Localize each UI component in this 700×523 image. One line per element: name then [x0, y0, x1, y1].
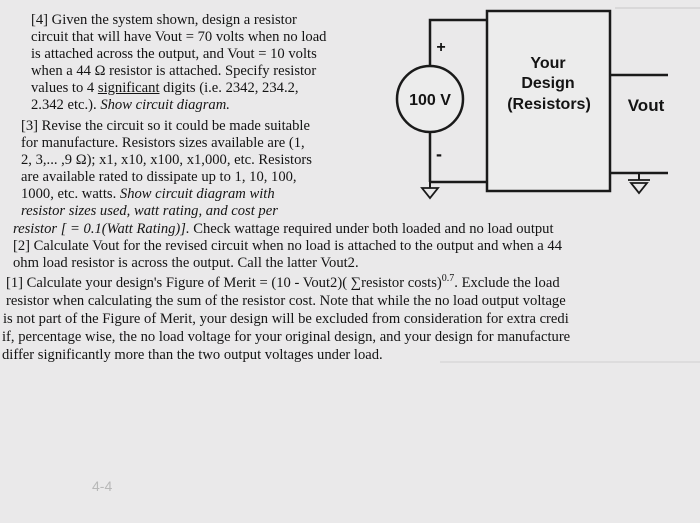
problem3-line5-a: 1000, etc. watts.: [21, 186, 120, 202]
design-label-line2: Design: [521, 75, 575, 92]
problem3-line5-b: Show circuit diagram with: [119, 186, 275, 202]
design-label-line3: (Resistors): [507, 96, 591, 113]
exponent: 0.7: [441, 273, 455, 284]
problem3-line6: resistor sizes used, watt rating, and cost per: [21, 203, 278, 219]
problem4-line6-b: Show circuit diagram.: [100, 97, 230, 113]
problem4-line6-a: 2.342 etc.).: [31, 97, 101, 113]
plus-sign: +: [436, 39, 446, 56]
problem4-line2: circuit that will have Vout = 70 volts when no load: [31, 29, 327, 45]
problem3-line7-a: resistor [ = 0.1(Watt Rating)].: [13, 221, 190, 237]
problem4-line1: [4] Given the system shown, design a resistor: [31, 12, 297, 28]
handwritten-note: 4-4: [92, 478, 113, 494]
significant-underlined: significant: [97, 80, 160, 96]
minus-sign: -: [436, 144, 442, 164]
problem1-line5: differ significantly more than the two output voltages under load.: [2, 347, 383, 363]
problem1-line1-a: [1] Calculate your design's Figure of Merit = (10 - Vout2)( ∑resistor costs): [6, 275, 442, 291]
problem1-line3: is not part of the Figure of Merit, your design will be excluded from consideration for extra credi: [3, 311, 569, 327]
problem3-line7-b: Check wattage required under both loaded and no load output: [189, 221, 554, 237]
problem4-line5-a: values to 4: [31, 80, 98, 96]
problem4-line5-c: digits (i.e. 2342, 234.2,: [159, 80, 299, 96]
problem3-line1: [3] Revise the circuit so it could be made suitable: [21, 118, 310, 134]
problem3-line3: 2, 3,... ,9 Ω); x1, x10, x100, x1,000, etc. Resistors: [21, 152, 312, 168]
ground-right-icon: [631, 183, 647, 193]
problem3-line2: for manufacture. Resistors sizes available are (1,: [21, 135, 305, 151]
problem4-line3: is attached across the output, and Vout = 10 volts: [31, 46, 317, 62]
problem2-line1: [2] Calculate Vout for the revised circuit when no load is attached to the output and when a 44: [13, 238, 563, 254]
problem1-line2: resistor when calculating the sum of the resistor cost. Note that while the no load output voltage: [6, 293, 566, 309]
vout-label: Vout: [627, 96, 665, 115]
problem3-line4: are available rated to dissipate up to 1, 10, 100,: [21, 169, 297, 185]
problem1-line1-b: . Exclude the load: [454, 275, 560, 291]
source-label: 100 V: [409, 92, 451, 109]
ground-left-icon: [422, 188, 438, 198]
design-label-line1: Your: [530, 55, 566, 72]
problem1-line4: if, percentage wise, the no load voltage for your original design, and your design for manufacture: [2, 329, 571, 345]
problem2-line2: ohm load resistor is across the output. Call the latter Vout2.: [13, 255, 359, 271]
problem4-line4: when a 44 Ω resistor is attached. Specify resistor: [31, 63, 317, 79]
